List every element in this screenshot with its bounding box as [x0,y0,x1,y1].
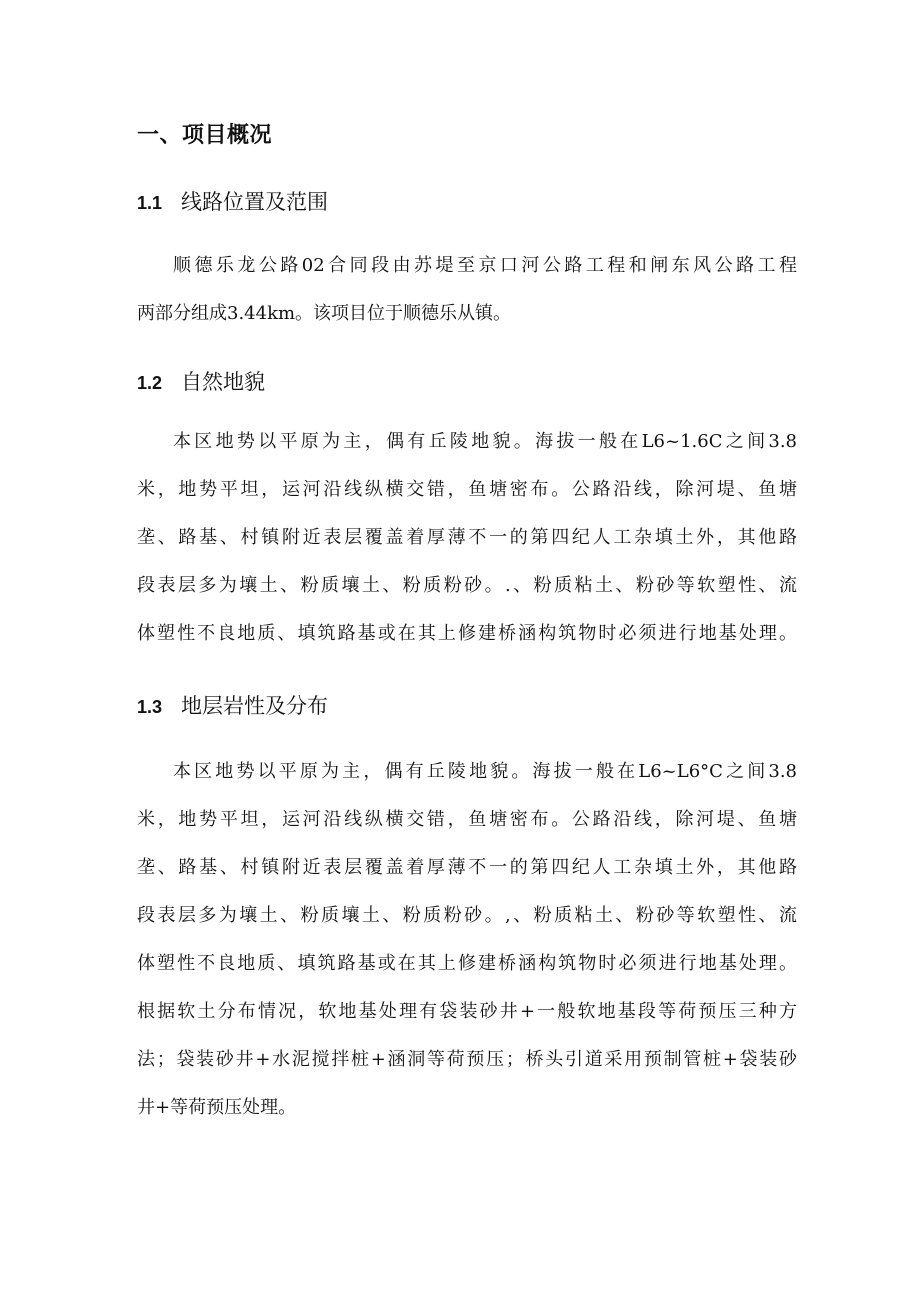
section-heading-1-2 [137,366,265,396]
section-heading-1-3 [137,690,328,720]
paragraph-line: 米，地势平坦，运河沿线纵横交错，鱼塘密布。公路沿线，除河堤、鱼塘 [137,809,797,830]
paragraph-line: 法；袋装砂井+水泥搅拌桩+涵洞等荷预压；桥头引道采用预制管桩+袋装砂 [137,1049,797,1070]
section-1-1-paragraph [137,242,797,338]
section-title: 线路位置及范围 [181,190,328,214]
section-heading-1-1 [137,186,328,216]
section-1-2-paragraph [137,418,797,658]
paragraph-line: 两部分组成3.44km。该项目位于顺德乐从镇。 [137,303,512,324]
paragraph-line: 段表层多为壤土、粉质壤土、粉质粉砂。.、粉质粘土、粉砂等软塑性、流 [137,575,797,596]
paragraph-line: 米，地势平坦，运河沿线纵横交错，鱼塘密布。公路沿线，除河堤、鱼塘 [137,479,797,500]
paragraph-line: 垄、路基、村镇附近表层覆盖着厚薄不一的第四纪人工杂填土外，其他路 [137,857,797,878]
paragraph-line: 本区地势以平原为主，偶有丘陵地貌。海拔一般在L6~1.6C之间3.8 [173,431,797,452]
paragraph-line: 垄、路基、村镇附近表层覆盖着厚薄不一的第四纪人工杂填土外，其他路 [137,527,797,548]
section-number: 1.2 [137,373,163,393]
paragraph-line: 体塑性不良地质、填筑路基或在其上修建桥涵构筑物时必须进行地基处理。 [137,953,797,974]
paragraph-line: 顺德乐龙公路02合同段由苏堤至京口河公路工程和闸东风公路工程 [173,255,797,276]
paragraph-line: 段表层多为壤土、粉质壤土、粉质粉砂。,、粉质粘土、粉砂等软塑性、流 [137,905,797,926]
section-title: 地层岩性及分布 [181,694,328,718]
paragraph-line: 体塑性不良地质、填筑路基或在其上修建桥涵构筑物时必须进行地基处理。 [137,623,797,644]
paragraph-line: 根据软土分布情况，软地基处理有袋装砂井+一般软地基段等荷预压三种方 [137,1001,797,1022]
paragraph-line: 井+等荷预压处理。 [137,1097,297,1118]
chapter-heading: 一、项目概况 [137,123,273,148]
section-number: 1.3 [137,697,163,717]
section-title: 自然地貌 [181,370,265,394]
paragraph-line: 本区地势以平原为主，偶有丘陵地貌。海拔一般在L6~L6°C之间3.8 [173,761,797,782]
section-number: 1.1 [137,193,163,213]
section-1-3-paragraph [137,748,797,1132]
